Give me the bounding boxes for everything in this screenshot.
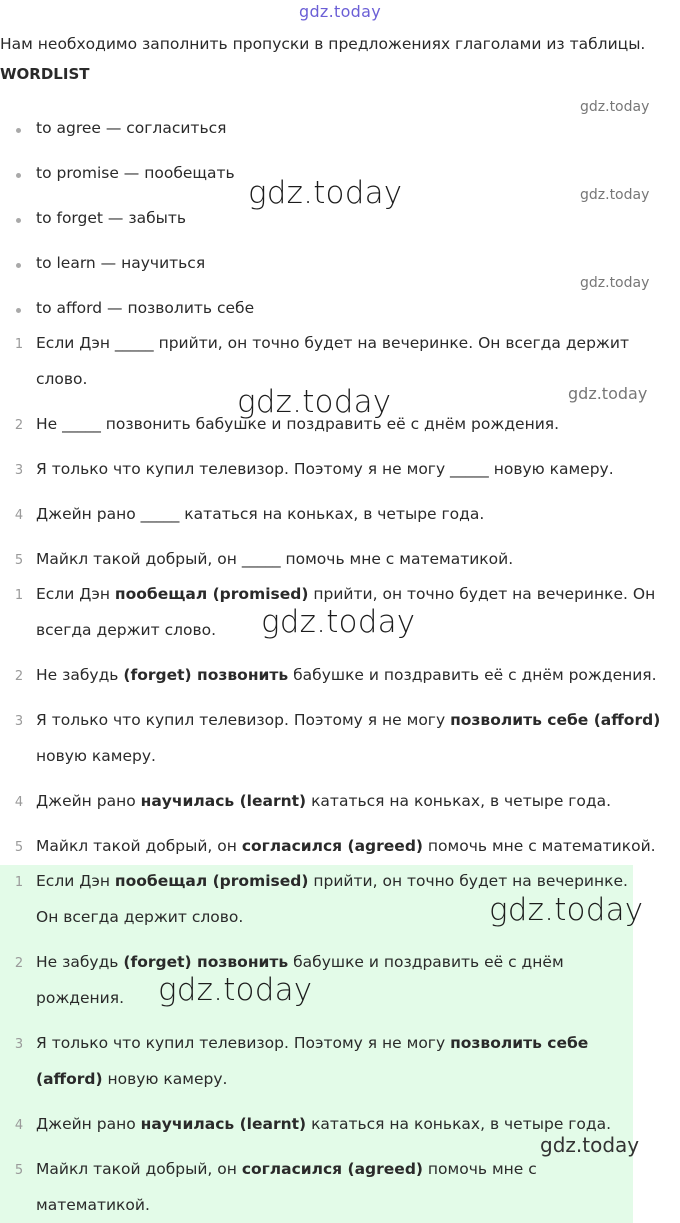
watermark: gdz.today	[580, 99, 650, 115]
answer-sentence: Если Дэн пообещал (promised) прийти, он точно будет на вечеринке. Он	[36, 585, 656, 603]
answer-sentence-cont: рождения.	[36, 989, 124, 1007]
watermark: gdz.today	[540, 1133, 640, 1157]
list-number: 1	[14, 875, 24, 890]
list-number: 4	[14, 508, 24, 523]
wordlist-heading: WORDLIST	[0, 65, 90, 83]
list-number: 4	[14, 1118, 24, 1133]
answer-sentence-cont: (afford) новую камеру.	[36, 1070, 228, 1088]
answer-sentence: Не забудь (forget) позвонить бабушке и поздравить её с днём	[36, 953, 564, 971]
watermark: gdz.today	[237, 384, 392, 420]
answer-sentence-cont: новую камеру.	[36, 747, 156, 765]
wordlist-item: to forget — забыть	[36, 209, 187, 227]
bullet-icon	[16, 128, 21, 133]
answer-sentence: Майкл такой добрый, он согласился (agreed) помочь мне с математикой.	[36, 837, 656, 855]
list-number: 5	[14, 840, 24, 855]
wordlist-item: to promise — пообещать	[36, 164, 235, 182]
list-number: 5	[14, 553, 24, 568]
wordlist-item: to afford — позволить себе	[36, 299, 255, 317]
answer-sentence: Майкл такой добрый, он согласился (agreed) помочь мне с	[36, 1160, 537, 1178]
watermark: gdz.today	[261, 604, 416, 640]
wordlist-item: to agree — согласиться	[36, 119, 227, 137]
list-number: 4	[14, 795, 24, 810]
answer-sentence: Если Дэн пообещал (promised) прийти, он точно будет на вечеринке.	[36, 872, 628, 890]
task-sentence: Не _____ позвонить бабушке и поздравить её с днём рождения.	[36, 415, 560, 433]
list-number: 2	[14, 956, 24, 971]
bullet-icon	[16, 218, 21, 223]
bullet-icon	[16, 263, 21, 268]
list-number: 1	[14, 588, 24, 603]
answer-sentence-cont: математикой.	[36, 1196, 150, 1214]
task-sentence: Джейн рано _____ кататься на коньках, в четыре года.	[36, 505, 485, 523]
bullet-icon	[16, 308, 21, 313]
task-sentence: Майкл такой добрый, он _____ помочь мне с математикой.	[36, 550, 514, 568]
answer-sentence: Джейн рано научилась (learnt) кататься на коньках, в четыре года.	[36, 1115, 612, 1133]
site-logo-text[interactable]: gdz.today	[299, 2, 381, 21]
list-number: 2	[14, 669, 24, 684]
watermark: gdz.today	[489, 892, 644, 928]
list-number: 5	[14, 1163, 24, 1178]
list-number: 2	[14, 418, 24, 433]
list-number: 3	[14, 714, 24, 729]
wordlist-item: to learn — научиться	[36, 254, 206, 272]
answer-sentence-cont: Он всегда держит слово.	[36, 908, 244, 926]
task-sentence: Если Дэн _____ прийти, он точно будет на вечеринке. Он всегда держит	[36, 334, 629, 352]
list-number: 3	[14, 463, 24, 478]
task-sentence-cont: слово.	[36, 370, 88, 388]
answer-sentence: Я только что купил телевизор. Поэтому я не могу позволить себе (afford)	[36, 711, 661, 729]
answer-sentence: Джейн рано научилась (learnt) кататься на коньках, в четыре года.	[36, 792, 612, 810]
watermark: gdz.today	[568, 384, 648, 403]
watermark: gdz.today	[158, 972, 313, 1008]
task-sentence: Я только что купил телевизор. Поэтому я не могу _____ новую камеру.	[36, 460, 614, 478]
answer-sentence: Я только что купил телевизор. Поэтому я не могу позволить себе	[36, 1034, 589, 1052]
watermark: gdz.today	[580, 187, 650, 203]
answer-sentence-cont: всегда держит слово.	[36, 621, 217, 639]
watermark: gdz.today	[248, 175, 403, 211]
bullet-icon	[16, 173, 21, 178]
watermark: gdz.today	[580, 275, 650, 291]
list-number: 1	[14, 337, 24, 352]
list-number: 3	[14, 1037, 24, 1052]
answer-sentence: Не забудь (forget) позвонить бабушке и поздравить её с днём рождения.	[36, 666, 657, 684]
task-instruction: Нам необходимо заполнить пропуски в предложениях глаголами из таблицы.	[0, 35, 646, 53]
